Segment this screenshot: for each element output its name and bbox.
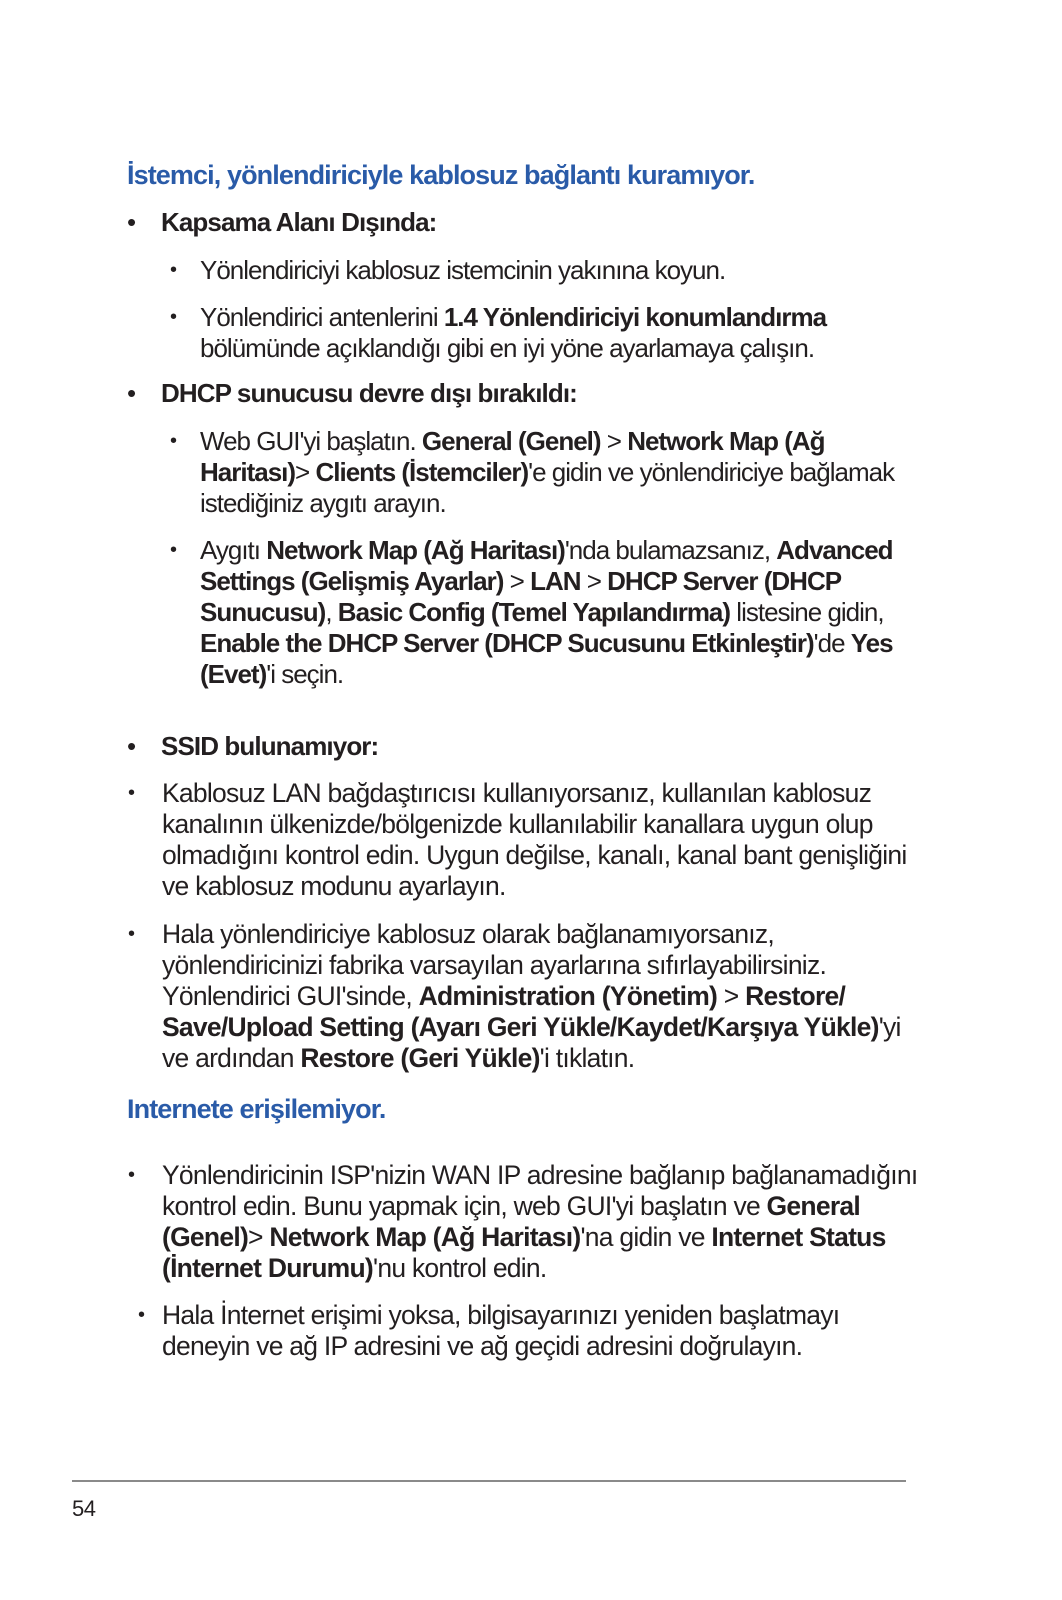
item-text: >: [248, 1222, 270, 1252]
item-text: Yönlendirici antenlerini: [200, 302, 444, 332]
bullet-icon: •: [138, 1304, 146, 1326]
menu-path-basic-config: Basic Config (Temel Yapılandırma): [337, 597, 731, 627]
list-item-wireless-channel: [128, 778, 922, 902]
menu-path-general: General (Genel): [162, 1191, 860, 1252]
list-item-wan-ip: [128, 1160, 922, 1284]
bullet-icon: •: [128, 782, 136, 804]
footer-divider: [72, 1480, 906, 1482]
item-text: Aygıtı: [200, 535, 267, 565]
list-item-factory-reset: [128, 919, 922, 1074]
menu-path-network-map: Network Map (Ağ Haritası): [266, 535, 565, 565]
item-text: 'nu kontrol edin.: [373, 1253, 547, 1283]
list-item-restart-computer: [138, 1300, 922, 1362]
bullet-icon: •: [170, 306, 178, 328]
menu-path-network-map: Network Map (Ağ Haritası): [200, 426, 825, 487]
bullet-icon: •: [170, 539, 178, 561]
item-text: Yönlendiriciyi kablosuz istemcinin yakınına koyun.: [200, 255, 726, 285]
item-text: Hala yönlendiriciye kablosuz olarak bağlanamıyorsanız, yönlendiricinizi fabrika varsayılan ayarlarına sıfırlayabilirsiniz. Yönlendirici GUI'sinde,: [162, 919, 827, 1011]
item-text: 'de: [813, 628, 851, 658]
section-heading-wireless: İstemci, yönlendiriciyle kablosuz bağlantı kuramıyor.: [127, 160, 755, 190]
bullet-icon: •: [127, 207, 137, 237]
button-ref-restore: Restore (Geri Yükle): [300, 1043, 540, 1073]
item-text: >: [600, 426, 628, 456]
list-item-clients: [170, 426, 920, 519]
item-text: Web GUI'yi başlatın.: [200, 426, 422, 456]
menu-path-lan: LAN: [530, 566, 581, 596]
setting-enable-dhcp: Enable the DHCP Server (DHCP Sucusunu Etkinleştir): [200, 628, 814, 658]
menu-path-general: General (Genel): [421, 426, 601, 456]
menu-path-administration: Administration (Yönetim): [418, 981, 718, 1011]
item-text: bölümünde açıklandığı gibi en iyi yöne ayarlamaya çalışın.: [200, 333, 815, 363]
item-text: 'yi ve ardından: [162, 1012, 901, 1073]
bullet-icon: •: [128, 1164, 136, 1186]
item-text: >: [503, 566, 531, 596]
bullet-title: DHCP sunucusu devre dışı bırakıldı:: [161, 378, 577, 408]
item-text: 'na gidin ve: [580, 1222, 712, 1252]
bullet-icon: •: [127, 378, 137, 408]
item-text: >: [717, 981, 746, 1011]
item-text: Yönlendiricinin ISP'nizin WAN IP adresine bağlanıp bağlanamadığını kontrol edin. Bunu yapmak için, web GUI'yi başlatın ve: [162, 1160, 918, 1221]
item-text: ,: [325, 597, 338, 627]
item-text: 'i tıklatın.: [539, 1043, 635, 1073]
menu-path-dhcp-server: DHCP Server (DHCP Sunucusu): [200, 566, 841, 627]
bullet-icon: •: [127, 731, 137, 761]
menu-path-internet-status: Internet Status (İnternet Durumu): [162, 1222, 886, 1283]
item-text: listesine gidin,: [730, 597, 884, 627]
page-number: 54: [72, 1496, 96, 1521]
bullet-title: Kapsama Alanı Dışında:: [161, 207, 437, 237]
setting-value-yes: Yes (Evet): [200, 628, 893, 689]
bullet-icon: •: [170, 430, 178, 452]
item-text: 'i seçin.: [266, 659, 344, 689]
bullet-title: SSID bulunamıyor:: [161, 731, 379, 761]
list-item-move-closer: [170, 255, 920, 286]
menu-path-network-map: Network Map (Ağ Haritası): [269, 1222, 581, 1252]
list-item-dhcp-enable: [170, 535, 920, 690]
item-text: 'e gidin ve yönlendiriciye bağlamak istediğiniz aygıtı arayın.: [200, 457, 895, 518]
item-text: 'nda bulamazsanız,: [564, 535, 777, 565]
item-text: Kablosuz LAN bağdaştırıcısı kullanıyorsanız, kullanılan kablosuz kanalının ülkenizde/bölgenizde kullanılabilir kanallara uygun olup olmadığını kontrol edin. Uygun değilse, kanalı, kanal bant genişliğini ve kablosuz modunu ayarlayın.: [162, 778, 907, 901]
section-reference: 1.4 Yönlendiriciyi konumlandırma: [443, 302, 827, 332]
section-heading-internet: Internete erişilemiyor.: [127, 1094, 386, 1124]
menu-path-restore-save: Restore/ Save/Upload Setting (Ayarı Geri Yükle/Kaydet/Karşıya Yükle): [162, 981, 879, 1042]
bullet-icon: •: [170, 259, 178, 281]
bullet-icon: •: [128, 923, 136, 945]
item-text: >: [295, 457, 316, 487]
list-item-antenna: [170, 302, 920, 364]
item-text: >: [580, 566, 608, 596]
item-text: Hala İnternet erişimi yoksa, bilgisayarınızı yeniden başlatmayı deneyin ve ağ IP adresini ve ağ geçidi adresini doğrulayın.: [162, 1300, 840, 1361]
menu-path-clients: Clients (İstemciler): [315, 457, 529, 487]
menu-path-advanced-settings: Advanced Settings (Gelişmiş Ayarlar): [200, 535, 893, 596]
